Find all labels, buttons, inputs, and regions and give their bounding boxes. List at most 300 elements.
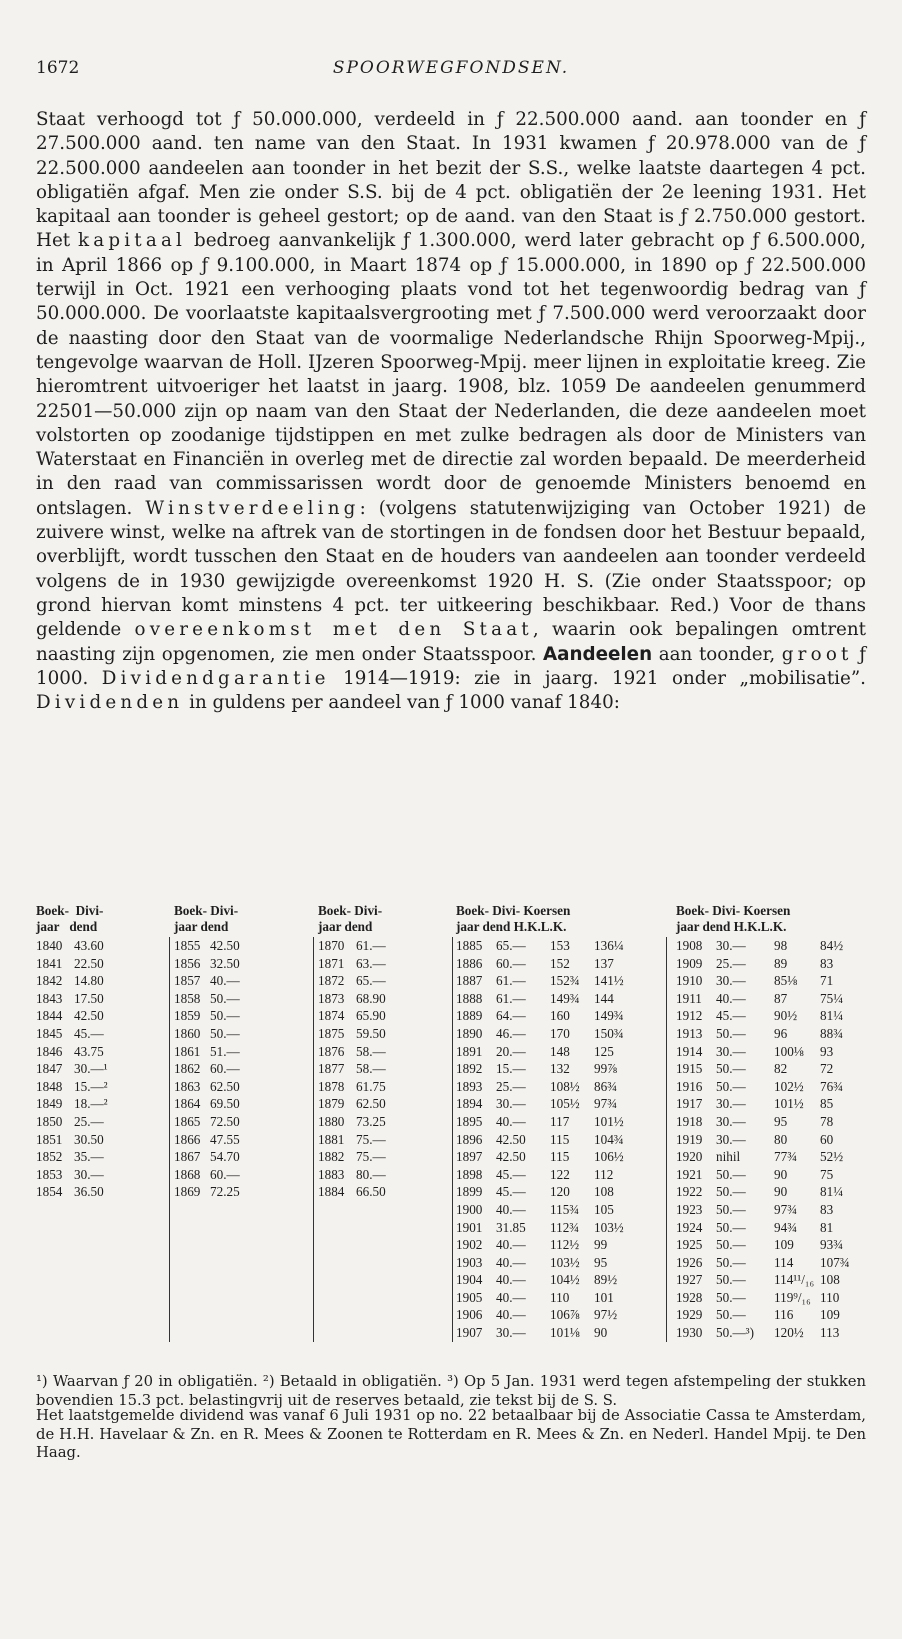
table-cell: 40.— xyxy=(716,990,746,1006)
table-cell: 1915 xyxy=(676,1061,703,1077)
table-cell: 1909 xyxy=(676,955,703,971)
table-row xyxy=(456,1095,634,1113)
table-cell: 90½ xyxy=(774,1008,798,1024)
table-cell: 149¾ xyxy=(594,1008,624,1024)
table-cell: 1872 xyxy=(318,973,345,989)
table-cell: 1895 xyxy=(456,1113,483,1129)
table-cell: 63.— xyxy=(356,955,386,971)
table-row xyxy=(36,1166,134,1184)
table-cell: 42.50 xyxy=(496,1131,526,1147)
body-text xyxy=(36,108,866,715)
table-row xyxy=(456,1201,634,1219)
table-cell: 1870 xyxy=(318,938,345,953)
table-cell: 1860 xyxy=(174,1025,201,1041)
table-cell: 42.50 xyxy=(210,938,240,953)
table-row xyxy=(676,1007,860,1025)
table-row xyxy=(456,1236,634,1254)
table-cell: 109 xyxy=(820,1307,840,1323)
table-row xyxy=(676,972,860,990)
table-cell: 40.— xyxy=(210,973,240,989)
table-cell: 1921 xyxy=(676,1166,703,1182)
table-row xyxy=(36,1043,134,1061)
footnote-text: ¹) Waarvan ƒ 20 in obligatiën. ²) Betaald in obligatiën. ³) Op 5 Jan. 1931 werd tegen afstempeling der stukken bovendien 15.3 pct. belastingvrij uit de reserves betaald, zie tekst bij de S. S. xyxy=(36,1373,866,1409)
table-cell: 90 xyxy=(594,1325,608,1341)
table-cell: 78 xyxy=(820,1113,834,1129)
spaced-overeenkomst: overeenkomst met den Staat xyxy=(134,619,533,641)
table-cell: 77¾ xyxy=(774,1149,798,1165)
table-cell: 50.— xyxy=(210,1025,240,1041)
column-rule xyxy=(452,937,453,1342)
header-line: jaar dend H.K.L.K. xyxy=(676,918,787,934)
table-cell: 1865 xyxy=(174,1113,201,1129)
table-row xyxy=(676,1043,860,1061)
table-cell: 75.— xyxy=(356,1149,386,1165)
table-cell: 43.75 xyxy=(74,1043,104,1059)
table-cell: 40.— xyxy=(496,1254,526,1270)
header-line: Boek- Divi- Koersen xyxy=(456,903,571,918)
header-line: jaar dend xyxy=(36,918,98,934)
table-block-4 xyxy=(456,903,634,1342)
table-cell: 148 xyxy=(550,1043,570,1059)
table-cell: 81 xyxy=(820,1219,834,1235)
text-run: Staat verhoogd tot ƒ 50.000.000, verdeeld in ƒ 22.500.000 aand. aan toonder en ƒ 27.500.000 aand. ten name van den Staat. In 1931 kwamen ƒ 20.978.000 van de ƒ 22.500.000 aandeelen aan toonder in het bezit der S.S., welke laatste daartegen 4 pct. obligatiën afgaf. Men zie onder S.S. bij de 4 pct. obligatiën der 2e leening 1931. Het kapitaal aan toonder is geheel gestort; op de aand. van den Staat is ƒ 2.750.000 gestort. Het xyxy=(36,109,866,252)
table-cell: 64.— xyxy=(496,1008,526,1024)
table-row xyxy=(36,1025,134,1043)
table-cell: 88¾ xyxy=(820,1025,844,1041)
table-cell: 50.— xyxy=(716,1289,746,1305)
table-row xyxy=(456,1148,634,1166)
running-title: SPOORWEGFONDSEN. xyxy=(332,58,570,78)
bold-aandeelen: Aandeelen xyxy=(543,643,653,665)
table-row xyxy=(318,1043,404,1061)
table-cell: 106½ xyxy=(594,1149,624,1165)
table-cell: 1920 xyxy=(676,1149,703,1165)
table-cell: 1927 xyxy=(676,1272,703,1288)
table-row xyxy=(676,1271,860,1289)
table-cell: 50.— xyxy=(716,1166,746,1182)
table-row xyxy=(36,1183,134,1201)
table-row xyxy=(174,1183,260,1201)
table-row xyxy=(174,1060,260,1078)
table-row xyxy=(676,1131,860,1149)
table-row xyxy=(456,1007,634,1025)
table-cell: 97¾ xyxy=(594,1096,618,1112)
table-cell: 1903 xyxy=(456,1254,483,1270)
table-cell: 40.— xyxy=(496,1201,526,1217)
table-row xyxy=(174,1025,260,1043)
table-cell: 62.50 xyxy=(210,1078,240,1094)
table-cell: 50.— xyxy=(716,1272,746,1288)
table-cell: 132 xyxy=(550,1061,570,1077)
table-row xyxy=(456,1289,634,1307)
table-row xyxy=(676,1306,860,1324)
table-cell: 61.— xyxy=(356,938,386,953)
table-cell: 1910 xyxy=(676,973,703,989)
table-cell: 104½ xyxy=(550,1272,580,1288)
table-cell: 40.— xyxy=(496,1307,526,1323)
table-cell: 65.— xyxy=(496,938,526,953)
table-cell: 45.— xyxy=(74,1025,104,1041)
table-cell: 61.— xyxy=(496,990,526,1006)
table-row xyxy=(36,990,134,1008)
table-row xyxy=(676,1060,860,1078)
table-cell: 98 xyxy=(774,938,788,953)
table-row xyxy=(36,1007,134,1025)
table-cell: 117 xyxy=(550,1113,570,1129)
spaced-kapitaal: kapitaal xyxy=(77,230,187,252)
table-cell: 110 xyxy=(550,1289,570,1305)
table-cell: 90 xyxy=(774,1166,788,1182)
table-cell: 65.— xyxy=(356,973,386,989)
table-cell: 1925 xyxy=(676,1237,703,1253)
table-cell: 1874 xyxy=(318,1008,345,1024)
table-cell: 30.— xyxy=(716,938,746,953)
page-number: 1672 xyxy=(36,58,80,78)
table-cell: 1866 xyxy=(174,1131,201,1147)
text-run: ƒ 1000. xyxy=(36,643,866,689)
table-block-5 xyxy=(676,903,860,1342)
table-cell: 1897 xyxy=(456,1149,483,1165)
table-cell: 1867 xyxy=(174,1149,201,1165)
table-row xyxy=(456,1271,634,1289)
table-cell: 89 xyxy=(774,955,788,971)
table-row xyxy=(456,1324,634,1342)
table-cell: 69.50 xyxy=(210,1096,240,1112)
table-row xyxy=(318,1166,404,1184)
table-row xyxy=(36,1095,134,1113)
table-row xyxy=(676,1236,860,1254)
table-cell: 76¾ xyxy=(820,1078,844,1094)
table-row xyxy=(174,1095,260,1113)
page-header xyxy=(36,58,866,84)
table-cell: 15.—² xyxy=(74,1078,108,1094)
table-cell: 1885 xyxy=(456,938,483,953)
table-cell: 1861 xyxy=(174,1043,201,1059)
table-cell: 50.— xyxy=(210,1008,240,1024)
table-cell: 75¼ xyxy=(820,990,844,1006)
table-cell: 105 xyxy=(594,1201,614,1217)
table-cell: 108 xyxy=(820,1272,840,1288)
table-cell: 36.50 xyxy=(74,1184,104,1200)
table-header xyxy=(676,903,860,937)
table-row xyxy=(318,1078,404,1096)
table-cell: 1911 xyxy=(676,990,702,1006)
table-cell: 93¾ xyxy=(820,1237,844,1253)
table-row xyxy=(456,1043,634,1061)
table-header xyxy=(174,903,260,937)
table-cell: 122 xyxy=(550,1166,570,1182)
table-cell: 1906 xyxy=(456,1307,483,1323)
table-cell: 120½ xyxy=(774,1325,804,1341)
table-cell: 115 xyxy=(550,1149,570,1165)
table-cell: 1887 xyxy=(456,973,483,989)
table-cell: 1894 xyxy=(456,1096,483,1112)
table-cell: 1893 xyxy=(456,1078,483,1094)
table-cell: 83 xyxy=(820,955,834,971)
table-cell: 62.50 xyxy=(356,1096,386,1112)
table-cell: 170 xyxy=(550,1025,570,1041)
table-row xyxy=(456,1060,634,1078)
table-cell: 1916 xyxy=(676,1078,703,1094)
table-block-2 xyxy=(174,903,260,1201)
table-row xyxy=(318,1148,404,1166)
table-row xyxy=(174,1166,260,1184)
table-cell: 1856 xyxy=(174,955,201,971)
table-cell: 1864 xyxy=(174,1096,201,1112)
table-cell: 72 xyxy=(820,1061,834,1077)
table-cell: 119⁹/₁₆ xyxy=(774,1289,811,1305)
table-cell: 136¼ xyxy=(594,938,624,953)
table-cell: 1847 xyxy=(36,1061,63,1077)
table-cell: 30.— xyxy=(716,1113,746,1129)
table-cell: 60 xyxy=(820,1131,834,1147)
table-cell: 90 xyxy=(774,1184,788,1200)
table-cell: 1890 xyxy=(456,1025,483,1041)
table-cell: 43.60 xyxy=(74,938,104,953)
table-row xyxy=(456,1183,634,1201)
table-cell: 75.— xyxy=(356,1131,386,1147)
spaced-groot: groot xyxy=(781,643,853,665)
spaced-dividenden: Dividenden xyxy=(36,692,184,714)
table-cell: 80.— xyxy=(356,1166,386,1182)
table-cell: 112 xyxy=(594,1166,614,1182)
table-cell: 50.— xyxy=(716,1025,746,1041)
table-cell: 89½ xyxy=(594,1272,618,1288)
table-row xyxy=(318,990,404,1008)
table-cell: 95 xyxy=(774,1113,788,1129)
table-row xyxy=(36,1060,134,1078)
table-row xyxy=(676,1148,860,1166)
table-cell: 100⅛ xyxy=(774,1043,804,1059)
table-block-1 xyxy=(36,903,134,1201)
table-cell: nihil xyxy=(716,1149,741,1165)
table-cell: 59.50 xyxy=(356,1025,386,1041)
table-cell: 65.90 xyxy=(356,1008,386,1024)
table-cell: 30.— xyxy=(716,973,746,989)
column-rule xyxy=(666,937,667,1342)
table-cell: 1924 xyxy=(676,1219,703,1235)
table-cell: 150¾ xyxy=(594,1025,624,1041)
column-rule xyxy=(169,937,170,1342)
table-cell: 1908 xyxy=(676,938,703,953)
table-cell: 1844 xyxy=(36,1008,63,1024)
table-cell: 1904 xyxy=(456,1272,483,1288)
table-cell: 1913 xyxy=(676,1025,703,1041)
table-cell: 116 xyxy=(774,1307,794,1323)
table-row xyxy=(676,1219,860,1237)
table-row xyxy=(318,972,404,990)
table-cell: 50.— xyxy=(716,1219,746,1235)
table-cell: 1891 xyxy=(456,1043,483,1059)
table-cell: 1922 xyxy=(676,1184,703,1200)
table-cell: 93 xyxy=(820,1043,834,1059)
table-cell: 14.80 xyxy=(74,973,104,989)
table-cell: 58.— xyxy=(356,1061,386,1077)
table-cell: 50.— xyxy=(716,1201,746,1217)
table-cell: 1848 xyxy=(36,1078,63,1094)
table-row xyxy=(676,1078,860,1096)
table-cell: 1902 xyxy=(456,1237,483,1253)
table-row xyxy=(36,937,134,955)
table-cell: 97¾ xyxy=(774,1201,798,1217)
table-cell: 30.— xyxy=(716,1096,746,1112)
table-cell: 45.— xyxy=(496,1184,526,1200)
table-cell: 66.50 xyxy=(356,1184,386,1200)
table-row xyxy=(456,1113,634,1131)
table-row xyxy=(318,1095,404,1113)
table-cell: 17.50 xyxy=(74,990,104,1006)
table-cell: 50.— xyxy=(716,1061,746,1077)
table-cell: 1878 xyxy=(318,1078,345,1094)
table-cell: 60.— xyxy=(496,955,526,971)
spaced-winstverdeeling: Winstverdeeling xyxy=(145,497,360,519)
table-row xyxy=(318,1007,404,1025)
table-cell: 104¾ xyxy=(594,1131,624,1147)
table-cell: 96 xyxy=(774,1025,788,1041)
table-cell: 1919 xyxy=(676,1131,703,1147)
table-cell: 85 xyxy=(820,1096,834,1112)
table-cell: 115 xyxy=(550,1131,570,1147)
table-header xyxy=(318,903,404,937)
table-cell: 50.— xyxy=(716,1254,746,1270)
table-cell: 1871 xyxy=(318,955,345,971)
table-cell: 137 xyxy=(594,955,614,971)
table-row xyxy=(456,1078,634,1096)
table-row xyxy=(318,1060,404,1078)
table-cell: 160 xyxy=(550,1008,570,1024)
table-cell: 101 xyxy=(594,1289,614,1305)
table-row xyxy=(456,972,634,990)
table-cell: 85⅛ xyxy=(774,973,798,989)
table-cell: 58.— xyxy=(356,1043,386,1059)
table-cell: 1914 xyxy=(676,1043,703,1059)
table-cell: 42.50 xyxy=(74,1008,104,1024)
table-row xyxy=(318,1183,404,1201)
table-cell: 1886 xyxy=(456,955,483,971)
table-cell: 1862 xyxy=(174,1061,201,1077)
table-cell: 40.— xyxy=(496,1113,526,1129)
table-cell: 1901 xyxy=(456,1219,483,1235)
table-row xyxy=(318,1131,404,1149)
table-row xyxy=(456,1025,634,1043)
table-cell: 50.— xyxy=(210,990,240,1006)
table-cell: 81¼ xyxy=(820,1008,844,1024)
table-row xyxy=(676,1095,860,1113)
table-row xyxy=(456,1219,634,1237)
table-cell: 30.— xyxy=(496,1325,526,1341)
text-run: , waarin ook bepalingen omtrent naasting zijn opgenomen, zie men onder Staatsspoor. xyxy=(36,619,866,665)
table-cell: 1905 xyxy=(456,1289,483,1305)
table-cell: 1880 xyxy=(318,1113,345,1129)
table-cell: 47.55 xyxy=(210,1131,240,1147)
table-cell: 50.— xyxy=(716,1078,746,1094)
table-cell: 114 xyxy=(774,1254,794,1270)
table-row xyxy=(36,1148,134,1166)
column-rule xyxy=(313,937,314,1342)
table-cell: 54.70 xyxy=(210,1149,240,1165)
table-cell: 51.— xyxy=(210,1043,240,1059)
table-cell: 25.— xyxy=(74,1113,104,1129)
table-row xyxy=(676,990,860,1008)
table-cell: 30.— xyxy=(496,1096,526,1112)
table-cell: 22.50 xyxy=(74,955,104,971)
table-row xyxy=(36,1131,134,1149)
table-row xyxy=(676,1113,860,1131)
table-cell: 71 xyxy=(820,973,834,989)
table-cell: 1898 xyxy=(456,1166,483,1182)
table-row xyxy=(676,1254,860,1272)
header-line: Boek- Divi- xyxy=(174,903,239,918)
header-line: jaar dend xyxy=(174,918,229,934)
table-row xyxy=(174,1113,260,1131)
table-row xyxy=(174,1043,260,1061)
table-row xyxy=(676,1289,860,1307)
table-cell: 83 xyxy=(820,1201,834,1217)
table-cell: 1840 xyxy=(36,938,63,953)
table-cell: 73.25 xyxy=(356,1113,386,1129)
table-cell: 103½ xyxy=(550,1254,580,1270)
table-cell: 72.25 xyxy=(210,1184,240,1200)
table-cell: 1888 xyxy=(456,990,483,1006)
table-cell: 1892 xyxy=(456,1061,483,1077)
table-cell: 86¾ xyxy=(594,1078,618,1094)
table-cell: 1842 xyxy=(36,973,63,989)
table-row xyxy=(174,1078,260,1096)
table-cell: 141½ xyxy=(594,973,624,989)
header-line: Boek- Divi- xyxy=(36,903,104,918)
table-row xyxy=(174,937,260,955)
table-cell: 1889 xyxy=(456,1008,483,1024)
table-cell: 82 xyxy=(774,1061,788,1077)
table-cell: 40.— xyxy=(496,1272,526,1288)
table-cell: 20.— xyxy=(496,1043,526,1059)
table-row xyxy=(456,1166,634,1184)
table-cell: 1930 xyxy=(676,1325,703,1341)
table-cell: 152¾ xyxy=(550,973,580,989)
table-cell: 1863 xyxy=(174,1078,201,1094)
table-cell: 35.— xyxy=(74,1149,104,1165)
table-row xyxy=(676,1166,860,1184)
table-cell: 102½ xyxy=(774,1078,804,1094)
table-cell: 1858 xyxy=(174,990,201,1006)
table-cell: 1853 xyxy=(36,1166,63,1182)
table-row xyxy=(318,1113,404,1131)
table-cell: 1841 xyxy=(36,955,63,971)
table-header xyxy=(36,903,134,937)
table-row xyxy=(36,955,134,973)
table-cell: 50.— xyxy=(716,1307,746,1323)
header-line: jaar dend H.K.L.K. xyxy=(456,918,567,934)
table-cell: 1912 xyxy=(676,1008,703,1024)
header-line: Boek- Divi- Koersen xyxy=(676,903,791,918)
table-row xyxy=(456,1254,634,1272)
table-cell: 75 xyxy=(820,1166,834,1182)
table-cell: 109 xyxy=(774,1237,794,1253)
table-cell: 50.— xyxy=(716,1237,746,1253)
table-cell: 99⅞ xyxy=(594,1061,618,1077)
table-cell: 1843 xyxy=(36,990,63,1006)
closing-paragraph: Het laatstgemelde dividend was vanaf 6 Juli 1931 op no. 22 betaalbaar bij de Associatie Cassa te Amsterdam, de H.H. Havelaar & Zn. en R. Mees & Zoonen te Rotterdam en R. Mees & Zn. en Nederl. Handel Mpij. te Den Haag. xyxy=(36,1407,866,1461)
table-cell: 144 xyxy=(594,990,614,1006)
table-row xyxy=(456,1306,634,1324)
table-cell: 1899 xyxy=(456,1184,483,1200)
table-cell: 125 xyxy=(594,1043,614,1059)
table-row xyxy=(36,972,134,990)
table-cell: 80 xyxy=(774,1131,788,1147)
table-cell: 105½ xyxy=(550,1096,580,1112)
table-row xyxy=(36,1078,134,1096)
table-cell: 1845 xyxy=(36,1025,63,1041)
